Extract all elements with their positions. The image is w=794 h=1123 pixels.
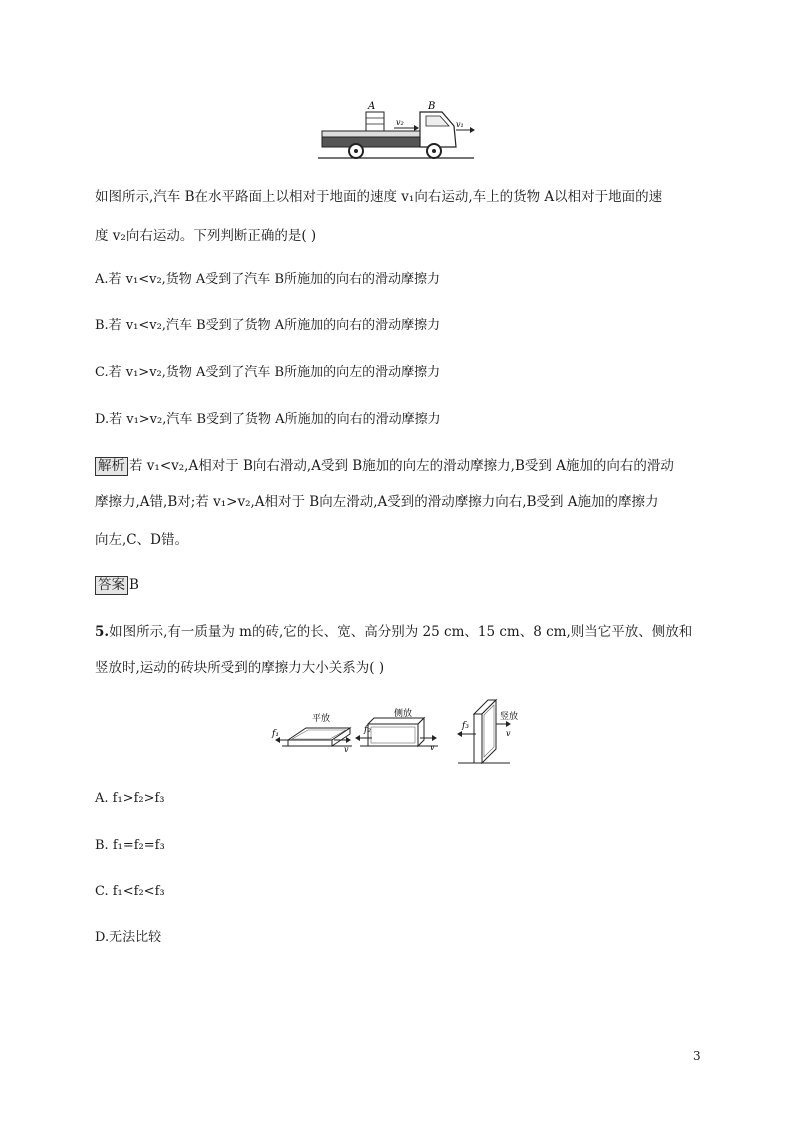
truck-cab-b (420, 112, 456, 147)
analysis-tag: 解析 (95, 457, 128, 476)
q4-option-a: A.若 v₁<v₂,货物 A受到了汽车 B所施加的向右的滑动摩擦力 (95, 272, 440, 287)
analysis-text-1: 若 v₁<v₂,A相对于 B向右滑动,A受到 B施加的向左的滑动摩擦力,B受到 A施加的向右的滑动 (129, 458, 674, 474)
answer-value: B (129, 577, 139, 593)
label-v-side: v (430, 743, 435, 752)
q4-analysis-line-1 (95, 456, 674, 476)
q4-stem-line-2: 度 v₂向右运动。下列判断正确的是( ) (95, 228, 317, 244)
brick-side (368, 718, 424, 746)
cargo-box-a (366, 112, 384, 131)
q4-stem-line-1: 如图所示,汽车 B在水平路面上以相对于地面的速度 v₁向右运动,车上的货物 A以相对于地面的速 (95, 189, 663, 205)
label-f3: f₃ (462, 721, 469, 731)
q5-option-b: B. f₁=f₂=f₃ (95, 838, 165, 853)
q4-option-d: D.若 v₁>v₂,汽车 B受到了货物 A所施加的向右的滑动摩擦力 (95, 412, 441, 427)
label-v-flat: v (344, 745, 349, 754)
label-v2: v₂ (396, 118, 404, 127)
truck-figure (316, 98, 476, 162)
q5-option-d: D.无法比较 (95, 930, 162, 945)
q4-analysis-line-2: 摩擦力,A错,B对;若 v₁>v₂,A相对于 B向左滑动,A受到的滑动摩擦力向右,B受到 A施加的摩擦力 (95, 494, 659, 510)
bricks-figure (268, 696, 528, 768)
q4-option-c: C.若 v₁>v₂,货物 A受到了汽车 B所施加的向左的滑动摩擦力 (95, 365, 441, 380)
label-upright: 竖放 (500, 712, 519, 722)
label-a: A (368, 101, 376, 112)
q4-answer (95, 575, 139, 595)
q5-option-c: C. f₁<f₂<f₃ (95, 884, 165, 899)
q5-stem-line-1 (95, 622, 692, 642)
label-f2: f₂ (364, 725, 371, 735)
label-side: 侧放 (394, 709, 413, 719)
label-flat: 平放 (312, 714, 331, 724)
q4-option-b: B.若 v₁<v₂,汽车 B受到了货物 A所施加的向右的滑动摩擦力 (95, 318, 441, 333)
label-v1: v₁ (456, 120, 464, 129)
q5-stem-text-1: 如图所示,有一质量为 m的砖,它的长、宽、高分别为 25 cm、15 cm、8 cm,则当它平放、侧放和 (109, 624, 693, 640)
label-b: B (428, 101, 436, 112)
brick-flat (288, 728, 350, 746)
q5-stem-line-2: 竖放时,运动的砖块所受到的摩擦力大小关系为( ) (95, 660, 385, 676)
q4-analysis-line-3: 向左,C、D错。 (95, 532, 188, 548)
label-v-upright: v (506, 729, 511, 738)
page-number: 3 (693, 1049, 701, 1063)
label-f1: f₁ (272, 729, 279, 739)
brick-upright (474, 700, 496, 763)
q5-option-a: A. f₁>f₂>f₃ (95, 791, 165, 806)
answer-tag: 答案 (95, 576, 128, 595)
q5-number: 5. (95, 624, 110, 640)
